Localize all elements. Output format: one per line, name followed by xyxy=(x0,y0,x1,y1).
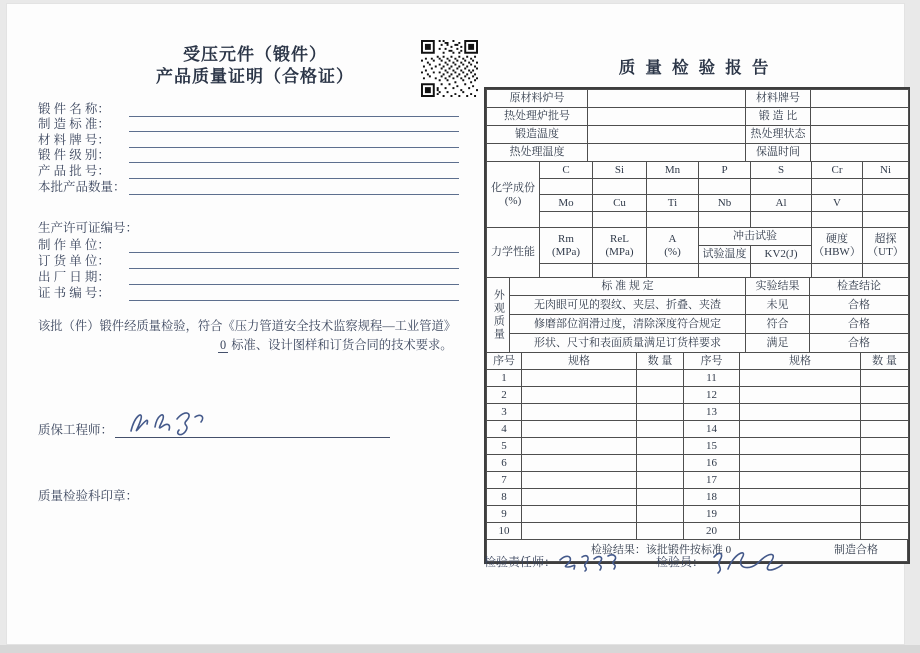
element-header: Ni xyxy=(863,162,909,179)
inspector-responsible-signature xyxy=(556,550,622,576)
qa-engineer-label: 质保工程师： xyxy=(38,423,114,437)
element-header: Cr xyxy=(812,162,863,179)
blank-cell xyxy=(861,404,909,421)
spec-header: 规格 xyxy=(522,353,637,370)
info-label: 锻 造 比 xyxy=(746,108,811,126)
spec-header: 数 量 xyxy=(637,353,684,370)
blank-cell xyxy=(588,108,746,126)
blank-cell xyxy=(637,489,684,506)
blank-cell xyxy=(588,90,746,108)
blank-cell xyxy=(811,108,909,126)
blank-cell xyxy=(637,387,684,404)
spec-list-table xyxy=(486,352,909,540)
field-label: 锻 件 级 别： xyxy=(38,148,110,163)
blank-cell xyxy=(861,438,909,455)
blank-cell xyxy=(647,212,699,228)
blank-cell xyxy=(522,455,637,472)
blank-cell xyxy=(812,212,863,228)
blank-cell xyxy=(740,523,861,540)
spec-no: 9 xyxy=(487,506,522,523)
spec-header: 序号 xyxy=(487,353,522,370)
qa-engineer-row xyxy=(38,420,390,438)
elongation-symbol: A xyxy=(668,232,677,245)
table-row xyxy=(487,315,909,334)
qr-code-icon xyxy=(421,40,478,97)
appearance-conclusion: 合格 xyxy=(810,334,909,353)
blank-underline xyxy=(129,287,459,301)
info-label: 材料牌号 xyxy=(746,90,811,108)
blank-cell xyxy=(812,179,863,195)
spec-no: 11 xyxy=(684,370,740,387)
blank-cell xyxy=(740,438,861,455)
field-row-batch-quantity xyxy=(38,179,459,195)
blank-cell xyxy=(740,489,861,506)
field-label: 本批产品数量： xyxy=(38,179,126,194)
element-header: Cu xyxy=(593,195,647,212)
table-row xyxy=(487,228,909,246)
blank-cell xyxy=(593,179,647,195)
blank-underline xyxy=(129,165,459,179)
info-label: 热处理温度 xyxy=(487,144,588,162)
chemistry-label-line1: 化学成份 xyxy=(491,181,535,194)
blank-cell xyxy=(699,212,751,228)
blank-cell xyxy=(863,212,909,228)
blank-underline xyxy=(129,103,459,117)
table-row xyxy=(487,108,909,126)
blank-cell xyxy=(637,523,684,540)
spec-no: 7 xyxy=(487,472,522,489)
spec-no: 6 xyxy=(487,455,522,472)
spec-no: 8 xyxy=(487,489,522,506)
table-row xyxy=(487,523,909,540)
table-row xyxy=(487,387,909,404)
spec-no: 4 xyxy=(487,421,522,438)
table-row xyxy=(487,472,909,489)
element-header: Mn xyxy=(647,162,699,179)
spec-no: 15 xyxy=(684,438,740,455)
element-header: S xyxy=(751,162,812,179)
blank-cell xyxy=(861,455,909,472)
blank-cell xyxy=(540,212,593,228)
rm-symbol: Rm xyxy=(558,232,574,245)
blank-cell xyxy=(861,421,909,438)
table-row xyxy=(487,506,909,523)
field-label: 锻 件 名 称： xyxy=(38,101,110,116)
rel-unit: (MPa) xyxy=(605,245,634,258)
blank-cell xyxy=(522,472,637,489)
elongation-header xyxy=(647,228,699,264)
element-header: Si xyxy=(593,162,647,179)
field-label: 生产许可证编号： xyxy=(38,221,139,236)
field-label: 产 品 批 号： xyxy=(38,163,110,178)
blank-cell xyxy=(863,195,909,212)
blank-cell xyxy=(588,144,746,162)
spec-no: 17 xyxy=(684,472,740,489)
statement-line1: 该批（件）锻件经质量检验，符合《压力管道安全技术监察规程—工业管道》 xyxy=(38,319,457,333)
blank-cell xyxy=(588,126,746,144)
ultrasonic-unit: （UT） xyxy=(867,245,904,258)
qa-signature-line xyxy=(115,421,390,438)
spec-header: 规格 xyxy=(740,353,861,370)
table-row xyxy=(487,421,909,438)
table-row xyxy=(487,489,909,506)
scan-edge-shadow xyxy=(0,645,920,653)
statement-line2 xyxy=(38,336,462,355)
element-header: V xyxy=(812,195,863,212)
table-row xyxy=(487,264,909,278)
blank-cell xyxy=(811,144,909,162)
blank-cell xyxy=(540,179,593,195)
impact-temp-header: 试验温度 xyxy=(699,246,751,264)
field-label: 订 货 单 位： xyxy=(38,253,110,268)
statement-line2-text: 标准、设计图样和订货合同的技术要求。 xyxy=(231,338,453,352)
table-row xyxy=(487,162,909,179)
blank-cell xyxy=(811,126,909,144)
appearance-standard: 形状、尺寸和表面质量满足订货样要求 xyxy=(510,334,746,353)
spec-no: 16 xyxy=(684,455,740,472)
blank-cell xyxy=(699,179,751,195)
table-row xyxy=(487,370,909,387)
inspection-stamp-label: 质量检验科印章： xyxy=(38,489,139,503)
field-label: 出 厂 日 期： xyxy=(38,270,110,285)
spec-no: 14 xyxy=(684,421,740,438)
inspector-signature xyxy=(704,545,788,579)
hardness-unit: （HBW） xyxy=(813,245,861,258)
spec-header: 序号 xyxy=(684,353,740,370)
impact-kv2-header: KV2(J) xyxy=(751,246,812,264)
blank-underline xyxy=(129,271,459,285)
blank-cell xyxy=(522,370,637,387)
blank-underline xyxy=(129,239,459,253)
result-text: 检验结果：该批锻件按标准 0 xyxy=(590,544,732,557)
impact-test-header: 冲击试验 xyxy=(699,228,812,246)
spec-no: 5 xyxy=(487,438,522,455)
blank-cell xyxy=(522,438,637,455)
spec-no: 12 xyxy=(684,387,740,404)
rel-symbol: ReL xyxy=(610,232,629,245)
appearance-standard: 无肉眼可见的裂纹、夹层、折叠、夹渣 xyxy=(510,296,746,315)
blank-cell xyxy=(637,421,684,438)
appearance-table xyxy=(486,277,909,353)
spec-no: 10 xyxy=(487,523,522,540)
certificate-fields-block1 xyxy=(38,101,459,195)
table-row xyxy=(487,195,909,212)
appearance-result: 符合 xyxy=(746,315,810,334)
info-label: 热处理炉批号 xyxy=(487,108,588,126)
table-row xyxy=(487,144,909,162)
blank-cell xyxy=(863,264,909,278)
inspector-label: 检验员： xyxy=(656,555,705,569)
spec-no: 3 xyxy=(487,404,522,421)
table-row xyxy=(487,334,909,353)
blank-cell xyxy=(740,472,861,489)
conformity-statement xyxy=(38,317,462,355)
field-label: 制 作 单 位： xyxy=(38,237,110,252)
blank-cell xyxy=(637,455,684,472)
blank-cell xyxy=(637,438,684,455)
ultrasonic-header xyxy=(863,228,909,264)
inspector-responsible-label: 检验责任师： xyxy=(484,555,557,569)
blank-cell xyxy=(740,387,861,404)
blank-cell xyxy=(812,264,863,278)
blank-cell xyxy=(637,370,684,387)
table-row xyxy=(487,455,909,472)
hardness-header xyxy=(812,228,863,264)
qa-engineer-signature xyxy=(125,405,217,441)
spec-header: 数 量 xyxy=(861,353,909,370)
field-label: 材 料 牌 号： xyxy=(38,132,110,147)
elongation-unit: (%) xyxy=(664,245,681,258)
blank-cell xyxy=(647,179,699,195)
blank-cell xyxy=(637,404,684,421)
blank-cell xyxy=(522,523,637,540)
blank-cell xyxy=(522,387,637,404)
blank-cell xyxy=(699,264,751,278)
element-header: Al xyxy=(751,195,812,212)
info-label: 锻造温度 xyxy=(487,126,588,144)
field-label: 证 书 编 号： xyxy=(38,286,110,301)
appearance-label: 外观质量 xyxy=(487,278,510,353)
report-title: 质 量 检 验 报 告 xyxy=(618,58,772,77)
appearance-result: 未见 xyxy=(746,296,810,315)
certificate-fields-block2 xyxy=(38,220,459,301)
spec-no: 2 xyxy=(487,387,522,404)
spec-no: 13 xyxy=(684,404,740,421)
blank-underline xyxy=(129,149,459,163)
rm-unit: (MPa) xyxy=(551,245,581,258)
blank-cell xyxy=(740,421,861,438)
table-row xyxy=(487,296,909,315)
blank-cell xyxy=(751,264,812,278)
blank-cell xyxy=(861,370,909,387)
chemistry-table xyxy=(486,161,909,228)
blank-underline xyxy=(129,255,459,269)
blank-cell xyxy=(863,179,909,195)
test-result-header: 实验结果 xyxy=(746,278,810,296)
blank-cell xyxy=(861,489,909,506)
blank-cell xyxy=(593,212,647,228)
report-signature-row xyxy=(484,553,914,579)
appearance-standard: 修磨部位润滑过度，清除深度符合规定 xyxy=(510,315,746,334)
mechanical-label: 力学性能 xyxy=(487,228,540,278)
table-row xyxy=(487,438,909,455)
table-row xyxy=(487,353,909,370)
blank-cell xyxy=(637,506,684,523)
table-row xyxy=(487,90,909,108)
element-header: Ti xyxy=(647,195,699,212)
blank-cell xyxy=(522,421,637,438)
blank-cell xyxy=(637,472,684,489)
blank-cell xyxy=(861,506,909,523)
blank-cell xyxy=(522,489,637,506)
table-row xyxy=(487,212,909,228)
chemistry-label-line2: (%) xyxy=(504,194,522,207)
blank-cell xyxy=(751,179,812,195)
spec-no: 20 xyxy=(684,523,740,540)
rel-header xyxy=(593,228,647,264)
standard-spec-header: 标 准 规 定 xyxy=(510,278,746,296)
hardness-symbol: 硬度 xyxy=(826,232,848,245)
blank-cell xyxy=(593,264,647,278)
check-conclusion-header: 检查结论 xyxy=(810,278,909,296)
blank-cell xyxy=(740,370,861,387)
standard-number: 0 xyxy=(220,338,227,352)
ultrasonic-symbol: 超探 xyxy=(874,232,897,245)
blank-underline xyxy=(129,134,459,148)
blank-cell xyxy=(740,455,861,472)
blank-cell xyxy=(861,523,909,540)
element-header: P xyxy=(699,162,751,179)
info-label: 保温时间 xyxy=(746,144,811,162)
certificate-title xyxy=(80,44,430,88)
info-label: 原材料炉号 xyxy=(487,90,588,108)
blank-cell xyxy=(540,264,593,278)
blank-underline xyxy=(129,181,459,195)
inspection-report-table xyxy=(484,87,910,564)
mechanical-table xyxy=(486,227,909,278)
result-conclusion: 制造合格 xyxy=(834,544,878,557)
heat-info-table xyxy=(486,89,909,162)
spec-no: 19 xyxy=(684,506,740,523)
chemistry-label xyxy=(487,162,540,228)
element-header: Nb xyxy=(699,195,751,212)
blank-cell xyxy=(740,506,861,523)
blank-cell xyxy=(647,264,699,278)
blank-cell xyxy=(522,404,637,421)
blank-cell xyxy=(751,212,812,228)
blank-cell xyxy=(740,404,861,421)
certificate-title-line1: 受压元件（锻件） xyxy=(183,45,327,64)
table-row xyxy=(487,404,909,421)
blank-cell xyxy=(861,472,909,489)
rm-header xyxy=(540,228,593,264)
blank-cell xyxy=(811,90,909,108)
blank-underline xyxy=(129,118,459,132)
table-row xyxy=(487,179,909,195)
element-header: Mo xyxy=(540,195,593,212)
certificate-title-line2: 产品质量证明（合格证） xyxy=(156,67,354,86)
appearance-conclusion: 合格 xyxy=(810,296,909,315)
blank-cell xyxy=(522,506,637,523)
info-label: 热处理状态 xyxy=(746,126,811,144)
table-row xyxy=(487,278,909,296)
blank-cell xyxy=(861,387,909,404)
element-header: C xyxy=(540,162,593,179)
spec-no: 1 xyxy=(487,370,522,387)
appearance-conclusion: 合格 xyxy=(810,315,909,334)
field-label: 制 造 标 准： xyxy=(38,117,110,132)
field-row-certificate-number xyxy=(38,285,459,301)
appearance-result: 满足 xyxy=(746,334,810,353)
spec-no: 18 xyxy=(684,489,740,506)
table-row xyxy=(487,126,909,144)
